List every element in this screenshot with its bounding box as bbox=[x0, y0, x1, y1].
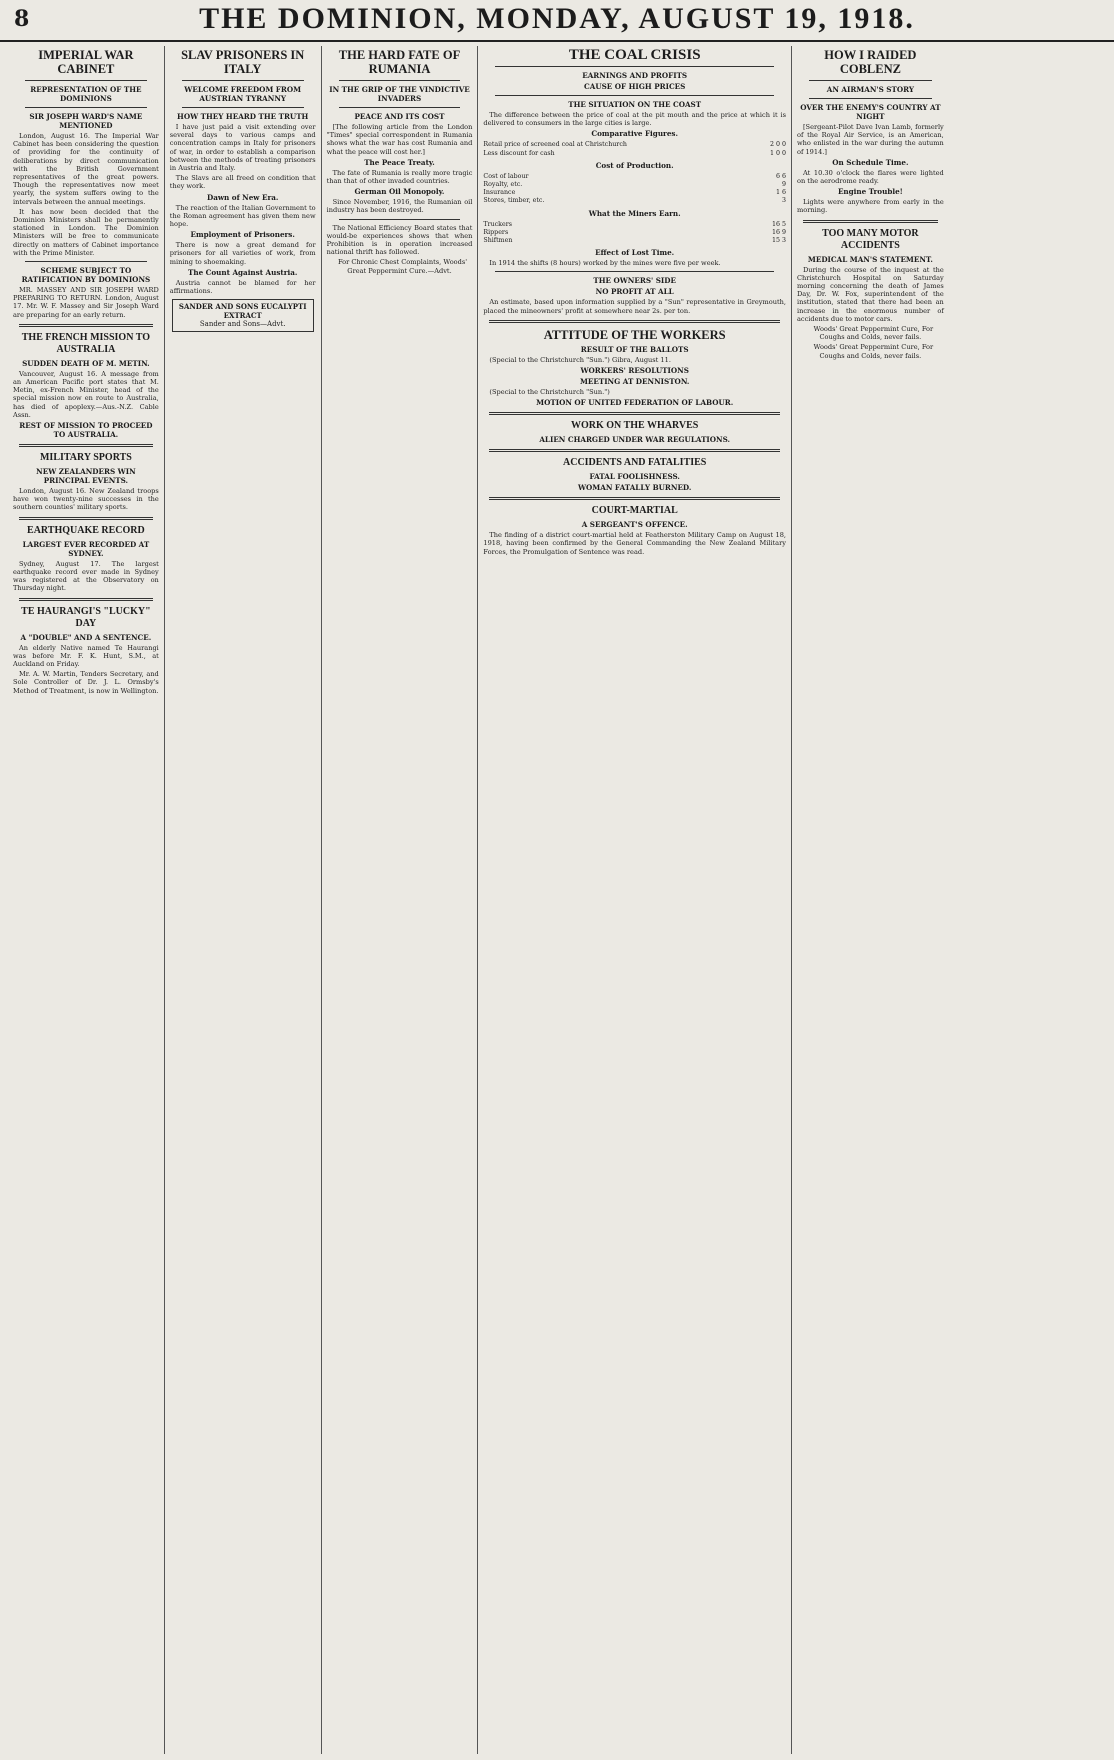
subheading: What the Miners Earn. bbox=[588, 208, 681, 218]
article-text: London, August 16. New Zealand troops have won twenty-nine successes in the southern counties' military sports. bbox=[13, 487, 159, 512]
article-text: Since November, 1916, the Rumanian oil industry has been destroyed. bbox=[326, 198, 473, 215]
advertisement-text: For Chronic Chest Complaints, Woods' Great Peppermint Cure.—Advt. bbox=[337, 258, 468, 275]
column-3 bbox=[322, 46, 479, 1754]
subheading: The Peace Treaty. bbox=[364, 157, 435, 167]
headline: ATTITUDE OF THE WORKERS bbox=[543, 327, 726, 342]
subheading: FATAL FOOLISHNESS. bbox=[589, 472, 680, 482]
table-row: Retail price of screened coal at Christchurch 2 0 0 bbox=[483, 141, 786, 149]
table-row: Less discount for cash 1 0 0 bbox=[483, 149, 786, 157]
article-text: Vancouver, August 16. A message from an American Pacific port states that M. Metin, ex-French Minister, head of the special mission now en route to Australia, has died of apoplexy.—Aus.-N.Z. Cable Assn. bbox=[13, 369, 159, 419]
article-text: The National Efficiency Board states that would-be experiences shows that when Prohibition is in operation increased national thrift has followed. bbox=[326, 223, 473, 257]
headline: EARTHQUAKE RECORD bbox=[27, 524, 145, 536]
column-1 bbox=[8, 46, 165, 1754]
article-text: The reaction of the Italian Government to the Roman agreement has given them new hope. bbox=[169, 203, 316, 229]
ad-title: SANDER AND SONS EUCALYPTI EXTRACT bbox=[178, 302, 307, 321]
subheading: MEDICAL MAN'S STATEMENT. bbox=[807, 254, 933, 264]
subheading: AN AIRMAN'S STORY bbox=[826, 85, 914, 94]
article-text: There is now a great demand for prisoners for all varieties of work, from mining to shoemaking. bbox=[169, 241, 316, 266]
subheading: The Count Against Austria. bbox=[188, 267, 298, 277]
subheading: Dawn of New Era. bbox=[206, 192, 279, 202]
headline: COURT-MARTIAL bbox=[591, 505, 678, 517]
table-row: Shiftmen 15 3 bbox=[483, 237, 786, 245]
subheading: On Schedule Time. bbox=[832, 157, 909, 167]
subheading: Effect of Lost Time. bbox=[595, 248, 675, 258]
subheading: Engine Trouble! bbox=[837, 187, 903, 197]
headline: TOO MANY MOTOR ACCIDENTS bbox=[822, 227, 919, 251]
subheading: PEACE AND ITS COST bbox=[354, 112, 445, 121]
table-row: Insurance 1 6 bbox=[483, 189, 786, 197]
masthead bbox=[0, 0, 1114, 42]
article-text: [Sergeant-Pilot Dave Ivan Lamb, formerly of the Royal Air Service, is an American, who enlisted in the war during the autumn of 1914.] bbox=[796, 123, 944, 156]
headline: WORK ON THE WHARVES bbox=[571, 420, 699, 432]
subheading: THE SITUATION ON THE COAST bbox=[568, 100, 702, 109]
subheading: RESULT OF THE BALLOTS bbox=[580, 344, 689, 354]
article-text: The difference between the price of coal at the pit mouth and the price at which it is delivered to consumers in the large cities is large. bbox=[483, 111, 786, 128]
article-text: The fate of Rumania is really more tragic than that of other invaded countries. bbox=[326, 168, 473, 186]
subheading: Employment of Prisoners. bbox=[190, 230, 295, 240]
subheading: MEETING AT DENNISTON. bbox=[579, 377, 690, 387]
subheading: NO PROFIT AT ALL bbox=[595, 287, 674, 297]
article-text: An elderly Native named Te Haurangi was before Mr. F. K. Hunt, S.M., at Auckland on Friday. bbox=[13, 643, 159, 668]
subheading: A SERGEANT'S OFFENCE. bbox=[581, 520, 688, 530]
subheading: IN THE GRIP OF THE VINDICTIVE INVADERS bbox=[329, 85, 470, 103]
cost-table bbox=[483, 173, 786, 206]
article-text: MR. MASSEY AND SIR JOSEPH WARD PREPARING TO RETURN. London, August 17. Mr. W. F. Massey and Sir Joseph Ward are preparing for an early return. bbox=[13, 286, 159, 319]
article-text: I have just paid a visit extending over several days to various camps and concentration camps in Italy for prisoners of war, in order to establish a comparison between the methods of treating prisoners in Austria and Italy. bbox=[169, 123, 316, 173]
subheading: LARGEST EVER RECORDED AT SYDNEY. bbox=[22, 539, 150, 558]
subheading: REPRESENTATION OF THE DOMINIONS bbox=[30, 85, 142, 103]
advertisement-text: Woods' Great Peppermint Cure, For Coughs and Colds, never fails. bbox=[813, 325, 934, 342]
table-row: Stores, timber, etc. 3 bbox=[483, 197, 786, 205]
headline: TE HAURANGI'S "LUCKY" DAY bbox=[21, 605, 151, 629]
subheading: HOW THEY HEARD THE TRUTH bbox=[177, 112, 309, 121]
page-number: 8 bbox=[14, 6, 30, 32]
headline: THE COAL CRISIS bbox=[568, 47, 701, 63]
subheading: Cost of Production. bbox=[595, 160, 674, 170]
table-row: Royalty, etc. 9 bbox=[483, 181, 786, 189]
subheading: SCHEME SUBJECT TO RATIFICATION BY DOMINIONS bbox=[21, 266, 151, 285]
columns bbox=[8, 46, 1106, 1754]
table-row: Cost of labour 6 6 bbox=[483, 172, 786, 180]
advertisement-text: Woods' Great Peppermint Cure, For Coughs and Colds, never fails. bbox=[813, 343, 934, 360]
article-text: The Slavs are all freed on condition that they work. bbox=[169, 174, 316, 191]
article-text: In 1914 the shifts (8 hours) worked by the mines were five per week. bbox=[489, 259, 721, 268]
subheading: SUDDEN DEATH OF M. METIN. bbox=[22, 358, 150, 368]
table-row: Truckers 16 5 bbox=[483, 220, 786, 228]
article-text: It has now been decided that the Dominion Ministers shall be permanently stationed in London. The Dominion Ministers will be free to communicate directly on matters of Cabinet importance with the Prime Minister. bbox=[13, 207, 159, 257]
article-text: At 10.30 o'clock the flares were lighted on the aerodrome ready. bbox=[796, 168, 944, 186]
article-text: An estimate, based upon information supplied by a "Sun" representative in Greymouth, placed the mineowners' profit at somewhere near 2s. per ton. bbox=[483, 298, 786, 315]
subheading: MOTION OF UNITED FEDERATION OF LABOUR. bbox=[536, 398, 734, 408]
subheading: WOMAN FATALLY BURNED. bbox=[577, 483, 692, 493]
article-text: Mr. A. W. Martin, Tenders Secretary, and Sole Controller of Dr. J. L. Ormsby's Method of Treatment, is now in Wellington. bbox=[13, 670, 159, 695]
headline: HOW I RAIDED COBLENZ bbox=[824, 48, 917, 76]
subheading: REST OF MISSION TO PROCEED TO AUSTRALIA. bbox=[19, 421, 153, 440]
column-4-5 bbox=[478, 46, 792, 1754]
article-text: The finding of a district court-martial held at Featherston Military Camp on August 18, 1918, having been confirmed by the General Commanding the New Zealand Military Forces, the Promulgation of Sentence was read. bbox=[483, 531, 786, 556]
table-row: Rippers 16 9 bbox=[483, 228, 786, 236]
headline: ACCIDENTS AND FATALITIES bbox=[563, 457, 707, 469]
headline: IMPERIAL WAR CABINET bbox=[38, 48, 134, 76]
subheading: ALIEN CHARGED UNDER WAR REGULATIONS. bbox=[539, 435, 731, 445]
subheading: THE OWNERS' SIDE bbox=[593, 276, 676, 286]
newspaper-title: THE DOMINION, MONDAY, AUGUST 19, 1918. bbox=[199, 2, 915, 35]
subheading: WELCOME FREEDOM FROM AUSTRIAN TYRANNY bbox=[184, 85, 302, 103]
ad-text: Sander and Sons—Advt. bbox=[199, 320, 286, 329]
column-6 bbox=[792, 46, 949, 1754]
subheading: EARNINGS AND PROFITS bbox=[582, 71, 688, 80]
headline: THE FRENCH MISSION TO AUSTRALIA bbox=[21, 331, 151, 355]
subheading: CAUSE OF HIGH PRICES bbox=[584, 82, 686, 91]
article-text: (Special to the Christchurch "Sun.") Gibra, August 11. bbox=[489, 355, 671, 364]
column-2 bbox=[165, 46, 322, 1754]
subheading: WORKERS' RESOLUTIONS bbox=[580, 366, 689, 376]
article-text: During the course of the inquest at the Christchurch Hospital on Saturday morning concerning the death of James Day, Dr. W. Fox, superintendent of the institution, stated that there had been an increase in the enormous number of accidents due to motor cars. bbox=[796, 265, 944, 323]
article-text: (Special to the Christchurch "Sun.") bbox=[489, 388, 610, 397]
article-text: Lights were anywhere from early in the morning. bbox=[796, 198, 944, 215]
subheading: OVER THE ENEMY'S COUNTRY AT NIGHT bbox=[800, 103, 941, 121]
price-table bbox=[483, 141, 786, 157]
headline: SLAV PRISONERS IN ITALY bbox=[181, 48, 305, 76]
earnings-table bbox=[483, 221, 786, 246]
subheading: A "DOUBLE" AND A SENTENCE. bbox=[20, 632, 152, 642]
article-text: Austria cannot be blamed for her affirmations. bbox=[169, 278, 316, 296]
subheading: SIR JOSEPH WARD'S NAME MENTIONED bbox=[29, 112, 143, 130]
article-text: London, August 16. The Imperial War Cabinet has been considering the question of providing for the continuity of deliberations by direct communication with the British Government representatives of the great powers. Though the representatives now meet yearly, the system suffers owing to the intervals between the annual meetings. bbox=[13, 132, 159, 206]
headline: MILITARY SPORTS bbox=[39, 452, 132, 464]
article-text: [The following article from the London "Times" special correspondent in Rumania shows what the war has cost Rumania and what the peace will cost her.] bbox=[326, 123, 473, 156]
subheading: NEW ZEALANDERS WIN PRINCIPAL EVENTS. bbox=[36, 467, 136, 486]
subheading: German Oil Monopoly. bbox=[354, 187, 445, 197]
advertisement bbox=[172, 299, 314, 332]
headline: THE HARD FATE OF RUMANIA bbox=[338, 48, 461, 76]
article-text: Sydney, August 17. The largest earthquake record ever made in Sydney was registered at the Observatory on Thursday night. bbox=[13, 559, 159, 593]
subheading: Comparative Figures. bbox=[591, 129, 678, 139]
